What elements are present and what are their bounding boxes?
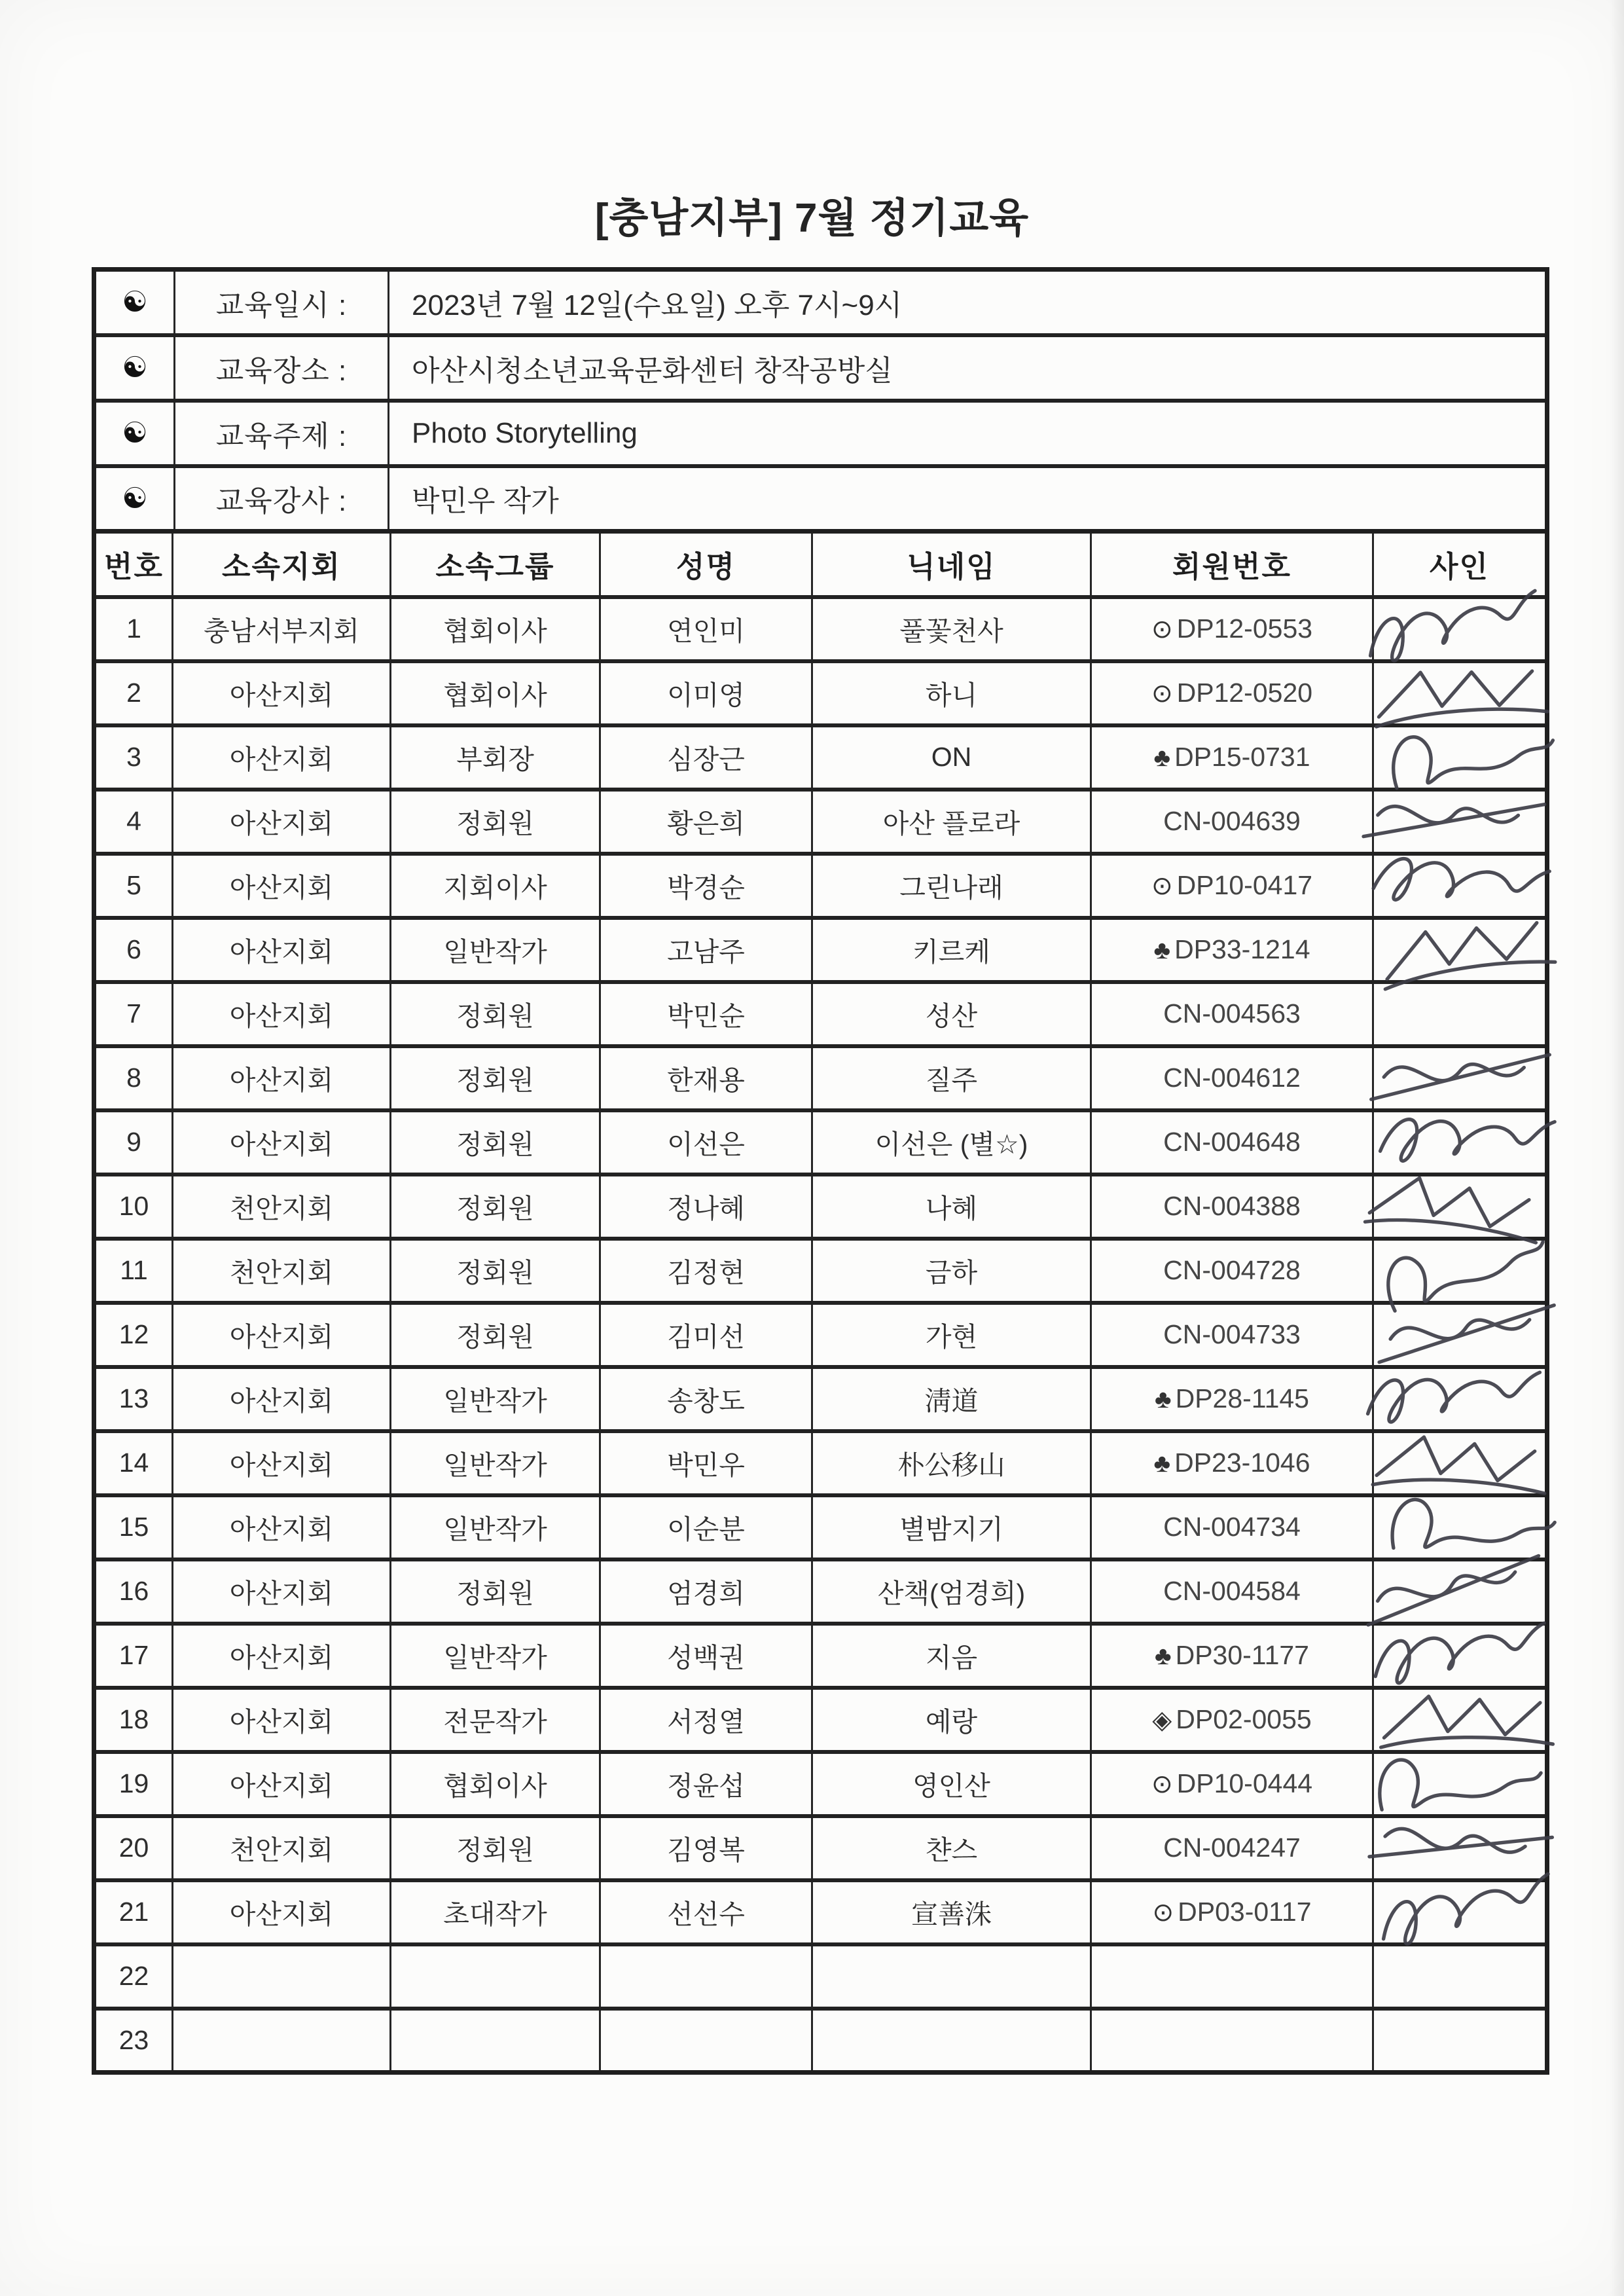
member-no: CN-004247 xyxy=(1163,1832,1301,1863)
signature-cell xyxy=(1373,2009,1547,2073)
row-number: 15 xyxy=(94,1495,173,1559)
row-number: 12 xyxy=(94,1303,173,1367)
name-cell: 선선수 xyxy=(600,1880,812,1944)
branch-cell: 아산지회 xyxy=(173,1752,391,1816)
info-value: Photo Storytelling xyxy=(389,401,1547,466)
circle-dot-icon: ⊙ xyxy=(1151,680,1173,708)
name-cell: 고남주 xyxy=(600,918,812,982)
member-no: DP03-0117 xyxy=(1178,1897,1312,1927)
group-cell: 초대작가 xyxy=(391,1880,600,1944)
row-number: 8 xyxy=(94,1046,173,1110)
table-row xyxy=(94,725,1547,790)
group-cell: 일반작가 xyxy=(391,1431,600,1495)
branch-cell: 천안지회 xyxy=(173,1816,391,1880)
row-number: 22 xyxy=(94,1944,173,2009)
member-no-cell xyxy=(1091,1110,1373,1175)
group-cell: 협회이사 xyxy=(391,597,600,661)
name-cell xyxy=(600,2009,812,2073)
group-cell: 부회장 xyxy=(391,725,600,790)
member-no: CN-004612 xyxy=(1163,1063,1301,1093)
info-row xyxy=(94,466,1547,532)
branch-cell: 천안지회 xyxy=(173,1175,391,1239)
column-header: 번호 xyxy=(94,532,173,597)
group-cell: 정회원 xyxy=(391,1303,600,1367)
member-no: DP33-1214 xyxy=(1174,934,1310,964)
name-cell: 이미영 xyxy=(600,661,812,725)
info-row xyxy=(94,335,1547,401)
member-no: DP28-1145 xyxy=(1175,1383,1309,1413)
nickname-cell: 금하 xyxy=(812,1239,1091,1303)
table-row xyxy=(94,1816,1547,1880)
info-row xyxy=(94,270,1547,335)
member-no: DP12-0553 xyxy=(1176,613,1313,644)
table-row xyxy=(94,790,1547,854)
member-no-cell xyxy=(1091,1431,1373,1495)
club-icon: ♣ xyxy=(1153,936,1171,964)
member-no: DP10-0417 xyxy=(1176,870,1313,900)
diamond-icon: ◈ xyxy=(1152,1706,1172,1734)
member-no-cell xyxy=(1091,1367,1373,1431)
name-cell: 이순분 xyxy=(600,1495,812,1559)
table-row xyxy=(94,1495,1547,1559)
column-header: 닉네임 xyxy=(812,532,1091,597)
row-number: 5 xyxy=(94,854,173,918)
group-cell: 정회원 xyxy=(391,1046,600,1110)
row-number: 11 xyxy=(94,1239,173,1303)
table-row xyxy=(94,661,1547,725)
table-row xyxy=(94,597,1547,661)
group-cell: 정회원 xyxy=(391,1175,600,1239)
nickname-cell: 朴公移山 xyxy=(812,1431,1091,1495)
circle-dot-icon: ⊙ xyxy=(1152,1899,1174,1927)
member-no-cell xyxy=(1091,918,1373,982)
table-row xyxy=(94,1559,1547,1624)
branch-cell: 아산지회 xyxy=(173,1624,391,1688)
nickname-cell: 가현 xyxy=(812,1303,1091,1367)
member-no-cell xyxy=(1091,982,1373,1046)
member-no: DP23-1046 xyxy=(1174,1448,1310,1478)
member-no: DP02-0055 xyxy=(1176,1704,1312,1734)
yin-yang-icon: ☯ xyxy=(94,335,175,401)
member-no-cell xyxy=(1091,597,1373,661)
row-number: 9 xyxy=(94,1110,173,1175)
member-no: DP15-0731 xyxy=(1174,742,1310,772)
group-cell: 정회원 xyxy=(391,1110,600,1175)
table-row xyxy=(94,1431,1547,1495)
group-cell: 지회이사 xyxy=(391,854,600,918)
branch-cell: 아산지회 xyxy=(173,1559,391,1624)
row-number: 13 xyxy=(94,1367,173,1431)
nickname-cell: 예랑 xyxy=(812,1688,1091,1752)
nickname-cell xyxy=(812,1944,1091,2009)
table-row xyxy=(94,1880,1547,1944)
nickname-cell: 淸道 xyxy=(812,1367,1091,1431)
group-cell: 협회이사 xyxy=(391,661,600,725)
column-header: 소속그룹 xyxy=(391,532,600,597)
name-cell: 박민순 xyxy=(600,982,812,1046)
column-header: 소속지회 xyxy=(173,532,391,597)
name-cell: 엄경희 xyxy=(600,1559,812,1624)
row-number: 19 xyxy=(94,1752,173,1816)
nickname-cell: 질주 xyxy=(812,1046,1091,1110)
name-cell xyxy=(600,1944,812,2009)
club-icon: ♣ xyxy=(1153,1449,1171,1478)
table-row xyxy=(94,1175,1547,1239)
member-no-cell xyxy=(1091,1559,1373,1624)
branch-cell xyxy=(173,2009,391,2073)
column-header: 성명 xyxy=(600,532,812,597)
row-number: 4 xyxy=(94,790,173,854)
nickname-cell: ON xyxy=(812,725,1091,790)
name-cell: 김정현 xyxy=(600,1239,812,1303)
branch-cell: 천안지회 xyxy=(173,1239,391,1303)
nickname-cell: 키르케 xyxy=(812,918,1091,982)
row-number: 14 xyxy=(94,1431,173,1495)
member-no-cell xyxy=(1091,1816,1373,1880)
group-cell: 협회이사 xyxy=(391,1752,600,1816)
member-no: DP10-0444 xyxy=(1176,1768,1313,1798)
column-header: 사인 xyxy=(1373,532,1547,597)
nickname-cell: 이선은 (별☆) xyxy=(812,1110,1091,1175)
member-no-cell xyxy=(1091,661,1373,725)
branch-cell: 아산지회 xyxy=(173,982,391,1046)
info-label: 교육강사 : xyxy=(175,466,389,532)
header-row xyxy=(94,532,1547,597)
row-number: 21 xyxy=(94,1880,173,1944)
circle-dot-icon: ⊙ xyxy=(1151,1770,1173,1798)
table-row xyxy=(94,1303,1547,1367)
group-cell: 정회원 xyxy=(391,790,600,854)
member-no: CN-004728 xyxy=(1163,1255,1301,1285)
member-no-cell xyxy=(1091,1624,1373,1688)
row-number: 1 xyxy=(94,597,173,661)
table-row xyxy=(94,1367,1547,1431)
row-number: 7 xyxy=(94,982,173,1046)
group-cell: 정회원 xyxy=(391,1559,600,1624)
attendance-table xyxy=(92,529,1549,2075)
name-cell: 김미선 xyxy=(600,1303,812,1367)
member-no: DP30-1177 xyxy=(1175,1640,1309,1670)
name-cell: 한재용 xyxy=(600,1046,812,1110)
member-no-cell xyxy=(1091,1752,1373,1816)
member-no-cell xyxy=(1091,1880,1373,1944)
info-label: 교육일시 : xyxy=(175,270,389,335)
name-cell: 황은희 xyxy=(600,790,812,854)
nickname-cell: 그린나래 xyxy=(812,854,1091,918)
table-row xyxy=(94,854,1547,918)
group-cell xyxy=(391,1944,600,2009)
branch-cell xyxy=(173,1944,391,2009)
member-no: CN-004563 xyxy=(1163,998,1301,1029)
branch-cell: 아산지회 xyxy=(173,1431,391,1495)
member-no-cell xyxy=(1091,1495,1373,1559)
branch-cell: 아산지회 xyxy=(173,1303,391,1367)
group-cell: 일반작가 xyxy=(391,918,600,982)
name-cell: 연인미 xyxy=(600,597,812,661)
member-no: CN-004639 xyxy=(1163,806,1301,836)
group-cell: 정회원 xyxy=(391,1239,600,1303)
table-row xyxy=(94,2009,1547,2073)
info-label: 교육장소 : xyxy=(175,335,389,401)
branch-cell: 아산지회 xyxy=(173,1367,391,1431)
group-cell: 일반작가 xyxy=(391,1624,600,1688)
info-row xyxy=(94,401,1547,466)
yin-yang-icon: ☯ xyxy=(94,401,175,466)
nickname-cell xyxy=(812,2009,1091,2073)
row-number: 23 xyxy=(94,2009,173,2073)
row-number: 6 xyxy=(94,918,173,982)
branch-cell: 충남서부지회 xyxy=(173,597,391,661)
member-no: CN-004584 xyxy=(1163,1576,1301,1606)
club-icon: ♣ xyxy=(1155,1385,1172,1413)
name-cell: 정나혜 xyxy=(600,1175,812,1239)
circle-dot-icon: ⊙ xyxy=(1151,872,1173,900)
yin-yang-icon: ☯ xyxy=(94,270,175,335)
group-cell xyxy=(391,2009,600,2073)
branch-cell: 아산지회 xyxy=(173,1495,391,1559)
nickname-cell: 성산 xyxy=(812,982,1091,1046)
group-cell: 일반작가 xyxy=(391,1495,600,1559)
name-cell: 성백권 xyxy=(600,1624,812,1688)
nickname-cell: 나혜 xyxy=(812,1175,1091,1239)
name-cell: 박경순 xyxy=(600,854,812,918)
member-no-cell xyxy=(1091,2009,1373,2073)
row-number: 2 xyxy=(94,661,173,725)
signature-cell xyxy=(1373,918,1547,982)
table-row xyxy=(94,1239,1547,1303)
signature-cell xyxy=(1373,1880,1547,1944)
branch-cell: 아산지회 xyxy=(173,1880,391,1944)
nickname-cell: 하니 xyxy=(812,661,1091,725)
member-no-cell xyxy=(1091,1175,1373,1239)
table-row xyxy=(94,1944,1547,2009)
member-no-cell xyxy=(1091,1688,1373,1752)
table-row xyxy=(94,918,1547,982)
yin-yang-icon: ☯ xyxy=(94,466,175,532)
info-value: 2023년 7월 12일(수요일) 오후 7시~9시 xyxy=(389,270,1547,335)
member-no-cell xyxy=(1091,1046,1373,1110)
name-cell: 정윤섭 xyxy=(600,1752,812,1816)
member-no-cell xyxy=(1091,854,1373,918)
signature-cell xyxy=(1373,1944,1547,2009)
nickname-cell: 지음 xyxy=(812,1624,1091,1688)
club-icon: ♣ xyxy=(1155,1642,1172,1670)
nickname-cell: 宣善洙 xyxy=(812,1880,1091,1944)
group-cell: 정회원 xyxy=(391,1816,600,1880)
table-row xyxy=(94,1046,1547,1110)
info-label: 교육주제 : xyxy=(175,401,389,466)
nickname-cell: 풀꽃천사 xyxy=(812,597,1091,661)
row-number: 10 xyxy=(94,1175,173,1239)
info-table xyxy=(92,267,1549,534)
group-cell: 전문작가 xyxy=(391,1688,600,1752)
member-no: CN-004648 xyxy=(1163,1127,1301,1157)
club-icon: ♣ xyxy=(1153,744,1171,772)
name-cell: 송창도 xyxy=(600,1367,812,1431)
branch-cell: 아산지회 xyxy=(173,1688,391,1752)
row-number: 18 xyxy=(94,1688,173,1752)
member-no: CN-004733 xyxy=(1163,1319,1301,1349)
group-cell: 일반작가 xyxy=(391,1367,600,1431)
table-row xyxy=(94,1624,1547,1688)
name-cell: 박민우 xyxy=(600,1431,812,1495)
table-row xyxy=(94,982,1547,1046)
member-no: DP12-0520 xyxy=(1176,678,1313,708)
nickname-cell: 별밤지기 xyxy=(812,1495,1091,1559)
branch-cell: 아산지회 xyxy=(173,725,391,790)
branch-cell: 아산지회 xyxy=(173,790,391,854)
row-number: 16 xyxy=(94,1559,173,1624)
name-cell: 심장근 xyxy=(600,725,812,790)
branch-cell: 아산지회 xyxy=(173,918,391,982)
branch-cell: 아산지회 xyxy=(173,854,391,918)
table-row xyxy=(94,1752,1547,1816)
name-cell: 서정열 xyxy=(600,1688,812,1752)
branch-cell: 아산지회 xyxy=(173,1110,391,1175)
name-cell: 이선은 xyxy=(600,1110,812,1175)
group-cell: 정회원 xyxy=(391,982,600,1046)
row-number: 3 xyxy=(94,725,173,790)
nickname-cell: 아산 플로라 xyxy=(812,790,1091,854)
member-no: CN-004388 xyxy=(1163,1191,1301,1221)
nickname-cell: 산책(엄경희) xyxy=(812,1559,1091,1624)
table-row xyxy=(94,1688,1547,1752)
nickname-cell: 영인산 xyxy=(812,1752,1091,1816)
info-value: 아산시청소년교육문화센터 창작공방실 xyxy=(389,335,1547,401)
member-no-cell xyxy=(1091,1303,1373,1367)
member-no-cell xyxy=(1091,1239,1373,1303)
member-no-cell xyxy=(1091,790,1373,854)
branch-cell: 아산지회 xyxy=(173,1046,391,1110)
row-number: 20 xyxy=(94,1816,173,1880)
member-no-cell xyxy=(1091,725,1373,790)
table-row xyxy=(94,1110,1547,1175)
info-value: 박민우 작가 xyxy=(389,466,1547,532)
nickname-cell: 챤스 xyxy=(812,1816,1091,1880)
member-no-cell xyxy=(1091,1944,1373,2009)
circle-dot-icon: ⊙ xyxy=(1151,615,1173,644)
member-no: CN-004734 xyxy=(1163,1512,1301,1542)
name-cell: 김영복 xyxy=(600,1816,812,1880)
column-header: 회원번호 xyxy=(1091,532,1373,597)
row-number: 17 xyxy=(94,1624,173,1688)
branch-cell: 아산지회 xyxy=(173,661,391,725)
page-title: [충남지부] 7월 정기교육 xyxy=(594,196,1030,241)
